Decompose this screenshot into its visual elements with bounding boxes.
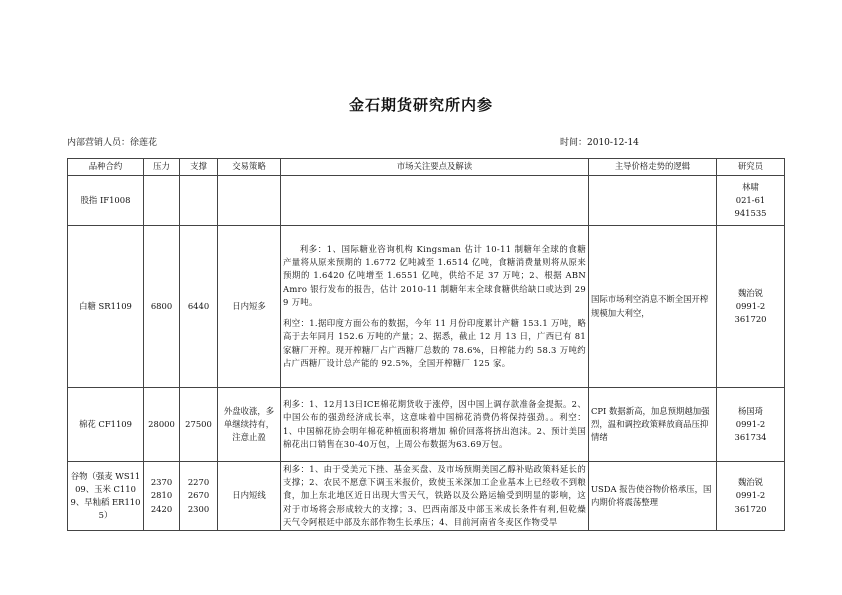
researcher-phone: 0991-2 <box>735 300 766 311</box>
strategy-cell: 日内短线 <box>218 462 281 531</box>
researcher-phone: 0991-2 <box>735 490 766 501</box>
contract-cell: 白糖 SR1109 <box>68 226 144 388</box>
pressure-cell <box>144 176 180 226</box>
author-line: 内部营销人员：徐莲花 <box>67 138 158 148</box>
researcher-phone: 0991-2 <box>735 418 766 429</box>
logic-cell: USDA 报告使谷物价格承压，国内期价将震荡整理 <box>589 462 717 531</box>
page-title: 金石期货研究所内参 <box>348 96 493 114</box>
header-contract: 品种合约 <box>68 159 144 176</box>
support-value: 2270 <box>187 477 210 488</box>
support-cell <box>180 462 218 531</box>
support-cell <box>180 176 218 226</box>
researcher-cell <box>717 462 785 531</box>
strategy-cell <box>218 176 281 226</box>
pressure-cell: 6800 <box>144 226 180 388</box>
support-cell: 27500 <box>180 388 218 462</box>
date-line: 时间：2010-12-14 <box>560 138 639 148</box>
pressure-value: 2810 <box>150 490 173 501</box>
header-support: 支撑 <box>180 159 218 176</box>
researcher-phone: 361720 <box>734 314 767 325</box>
analysis-bearish: 利空：1.据印度方面公布的数据，今年 11 月份印度累计产糖 153.1 万吨，略高于去年同月 152.6 万吨的产量；2、据悉，截止 12 月 13 日，广西已有 81 家糖厂开榨。现开榨糖厂占广西糖厂总数的 78.6%，日榨能力约 58.3 万吨约占广西糖厂设计总产能的 92.5%，全国开榨糖厂 125 家。 <box>283 318 586 368</box>
researcher-phone: 941535 <box>734 208 767 219</box>
researcher-cell <box>717 176 785 226</box>
logic-cell <box>589 176 717 226</box>
contract-cell: 棉花 CF1109 <box>68 388 144 462</box>
researcher-cell <box>717 226 785 388</box>
header-analysis: 市场关注要点及解读 <box>281 159 589 176</box>
support-value: 2670 <box>187 490 210 501</box>
researcher-phone: 361720 <box>734 503 767 514</box>
table-row <box>68 462 785 531</box>
header-logic: 主导价格走势的逻辑 <box>589 159 717 176</box>
analysis-text: 利多：1、12月13日ICE棉花期货收于涨停，因中国上调存款准备金提振。2、中国公布的强劲经济成长率，这意味着中国棉花消费仍将保持强劲。。利空：1、中国棉花协会明年棉花种植面积将增加 棉价回落将挤出泡沫。2、预计美国棉花出口销售在30-40万包，上周公布数据为63.69万包。 <box>283 399 586 449</box>
researcher-phone: 021-61 <box>735 194 766 205</box>
researcher-name: 杨国琦 <box>737 405 764 416</box>
analysis-text: 利多：1、由于受美元下挫、基金买盘、及市场预期美国乙醇补贴政策料延长的支撑；2、农民不愿意下调玉米报价，致使玉米深加工企业基本上已经收不到粮食，加上东北地区近日出现大雪天气，铁路以及公路运输受到明显的影响，这对于市场将会形成较大的支撑；3、巴西南部及中部玉米成长条件有利,但乾燥天气令阿根廷中部及东部作物生长承压；4、目前河南省冬麦区作物受旱 <box>283 464 586 527</box>
pressure-cell <box>144 462 180 531</box>
contract-cell: 股指 IF1008 <box>68 176 144 226</box>
pressure-cell: 28000 <box>144 388 180 462</box>
support-cell: 6440 <box>180 226 218 388</box>
analysis-cell <box>281 226 589 388</box>
strategy-cell: 日内短多 <box>218 226 281 388</box>
researcher-name: 魏治锐 <box>737 287 764 298</box>
analysis-bullish: 利多：1、国际糖业咨询机构 Kingsman 估计 10-11 制糖年全球的食糖产量将从原来预期的 1.6772 亿吨减至 1.6514 亿吨，食糖消费量则将从原来预期的 1.6420 亿吨增至 1.6551 亿吨，供给不足 37 万吨；2、根据 ABN Amro 银行发布的报告，估计 2010-11 制糖年末全球食糖供给缺口或达到 299 万吨。 <box>283 244 586 307</box>
market-table <box>67 158 785 531</box>
logic-cell: CPI 数据新高，加息预期越加强烈，温和调控政策释放商品压抑情绪 <box>589 388 717 462</box>
table-row <box>68 388 785 462</box>
researcher-cell <box>717 388 785 462</box>
logic-cell: 国际市场利空消息不断全国开榨规模加大利空， <box>589 226 717 388</box>
analysis-cell <box>281 462 589 531</box>
pressure-value: 2420 <box>150 503 173 514</box>
header-strategy: 交易策略 <box>218 159 281 176</box>
analysis-cell <box>281 388 589 462</box>
table-header-row <box>68 159 785 176</box>
analysis-cell <box>281 176 589 226</box>
table-row <box>68 176 785 226</box>
pressure-value: 2370 <box>150 477 173 488</box>
contract-cell: 谷物（强麦 WS1109、玉米 C1109、早籼稻 ER1105） <box>68 462 144 531</box>
header-pressure: 压力 <box>144 159 180 176</box>
support-value: 2300 <box>187 503 210 514</box>
researcher-phone: 361734 <box>734 432 767 443</box>
strategy-cell: 外盘收涨，多单继续持有，注意止盈 <box>218 388 281 462</box>
researcher-name: 魏治锐 <box>737 477 764 488</box>
table-row <box>68 226 785 388</box>
header-researcher: 研究员 <box>717 159 785 176</box>
researcher-name: 林啸 <box>742 181 759 192</box>
